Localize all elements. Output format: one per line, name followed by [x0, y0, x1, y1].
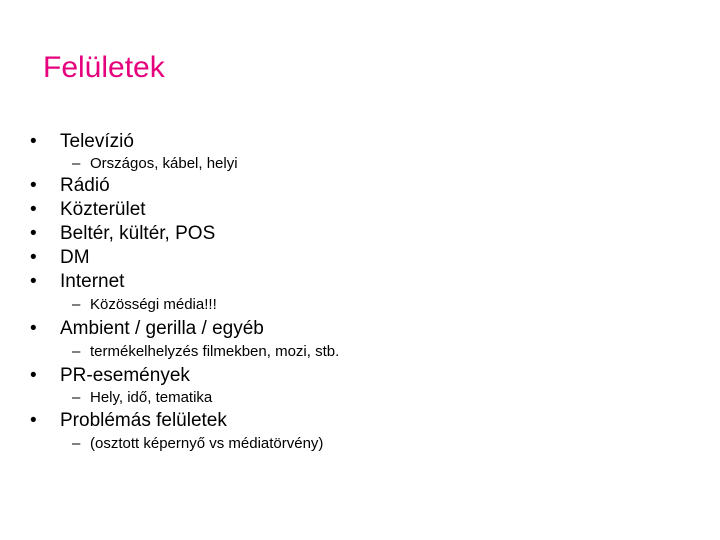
sub-bullet-item — [72, 295, 217, 314]
bullet-text: Közterület — [60, 199, 146, 220]
bullet-item — [30, 198, 146, 222]
sub-bullet-item — [72, 342, 339, 361]
bullet-text: Televízió — [60, 131, 134, 152]
bullet-text: DM — [60, 247, 90, 268]
bullet-item — [30, 222, 215, 246]
bullet-marker: • — [30, 131, 37, 152]
sub-bullet-text: Országos, kábel, helyi — [90, 155, 238, 172]
bullet-text: PR-események — [60, 365, 190, 386]
sub-bullet-text: Közösségi média!!! — [90, 296, 217, 313]
bullet-item — [30, 364, 190, 388]
bullet-marker: • — [30, 247, 37, 268]
bullet-text: Beltér, kültér, POS — [60, 223, 216, 244]
bullet-item — [30, 174, 110, 198]
sub-bullet-item — [72, 154, 238, 173]
bullet-text: Rádió — [60, 175, 110, 196]
bullet-item — [30, 270, 124, 294]
sub-bullet-item — [72, 434, 323, 453]
sub-bullet-text: Hely, idő, tematika — [90, 389, 213, 406]
bullet-item — [30, 130, 134, 154]
bullet-marker: • — [30, 410, 37, 431]
sub-bullet-marker: – — [72, 296, 81, 313]
sub-bullet-text: termékelhelyzés filmekben, mozi, stb. — [90, 343, 340, 360]
sub-bullet-text: (osztott képernyő vs médiatörvény) — [90, 435, 324, 452]
bullet-text: Problémás felületek — [60, 410, 227, 431]
sub-bullet-marker: – — [72, 343, 81, 360]
bullet-marker: • — [30, 318, 37, 339]
sub-bullet-marker: – — [72, 155, 81, 172]
bullet-marker: • — [30, 365, 37, 386]
bullet-marker: • — [30, 199, 37, 220]
sub-bullet-item — [72, 388, 212, 407]
sub-bullet-marker: – — [72, 389, 81, 406]
sub-bullet-marker: – — [72, 435, 81, 452]
bullet-text: Internet — [60, 271, 125, 292]
bullet-marker: • — [30, 271, 37, 292]
bullet-item — [30, 317, 264, 341]
bullet-item — [30, 409, 227, 433]
bullet-marker: • — [30, 223, 37, 244]
bullet-item — [30, 246, 90, 270]
slide-title: Felületek — [43, 51, 165, 84]
bullet-marker: • — [30, 175, 37, 196]
bullet-text: Ambient / gerilla / egyéb — [60, 318, 264, 339]
